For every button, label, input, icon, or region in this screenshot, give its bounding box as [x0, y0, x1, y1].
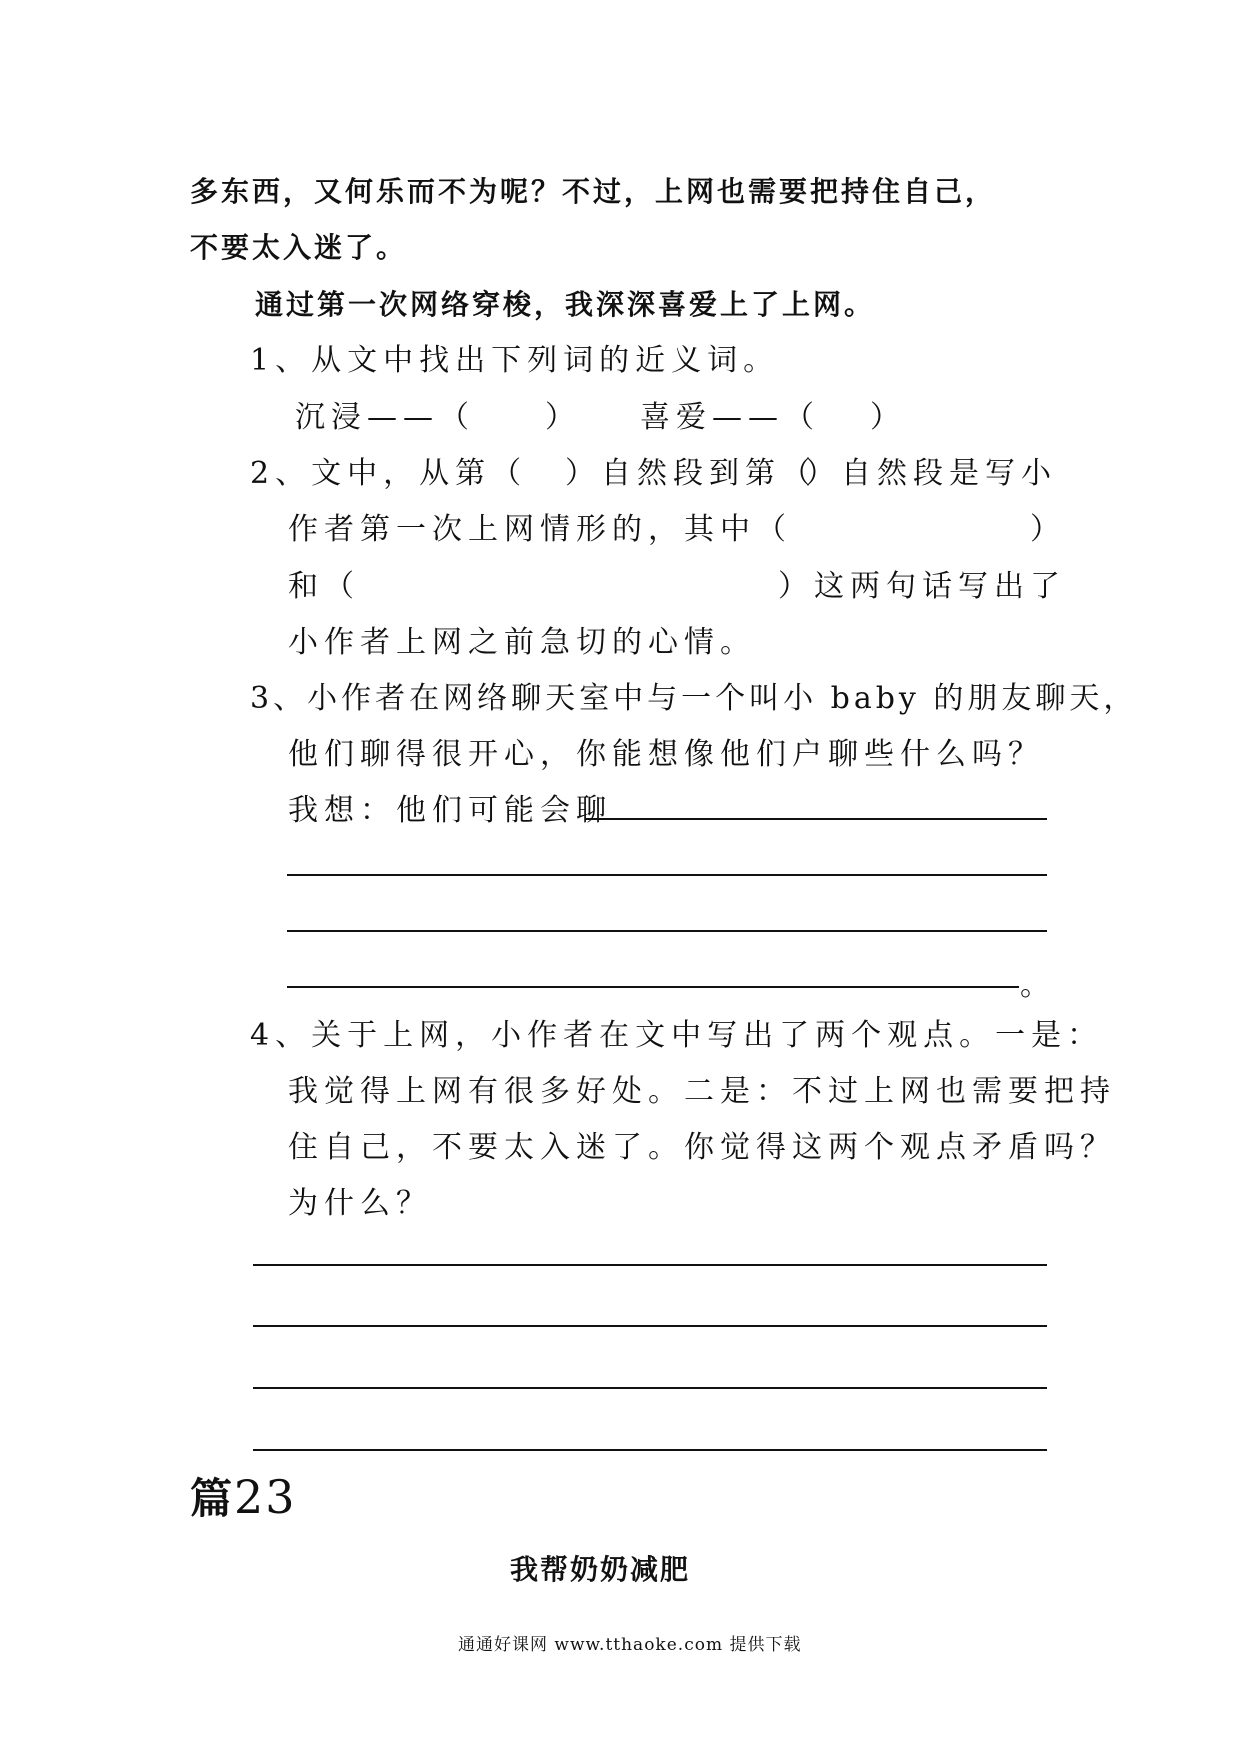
question-2-line: 小作者上网之前急切的心情。 [288, 625, 756, 660]
synonym-word-1: 沉浸——（ [295, 400, 475, 435]
question-4-line: 4、关于上网，小作者在文中写出了两个观点。一是： [250, 1018, 1104, 1053]
question-2-line: 作者第一次上网情形的，其中（ [288, 512, 792, 547]
answer-line[interactable] [253, 1449, 1047, 1451]
synonym-paren-close: ） [870, 400, 906, 435]
answer-line[interactable] [253, 1325, 1047, 1327]
question-2-line: ）自然段到第（ [565, 456, 817, 491]
question-3-line: 他们聊得很开心，你能想像他们户聊些什么吗？ [288, 737, 1044, 772]
question-1-prompt: 1、从文中找出下列词的近义词。 [250, 343, 780, 378]
question-2-line: 和（ [288, 569, 360, 604]
answer-line[interactable] [585, 818, 1047, 820]
passage-line: 通过第一次网络穿梭，我深深喜爱上了上网。 [255, 288, 876, 321]
section-heading [190, 1466, 297, 1526]
passage-line: 不要太入迷了。 [190, 231, 408, 264]
answer-line[interactable] [287, 930, 1047, 932]
synonym-paren-close: ） [545, 400, 581, 435]
end-period: 。 [1020, 968, 1056, 1003]
question-2-line: 2、文中，从第（ [250, 456, 528, 491]
question-3-line: 我想：他们可能会聊 [288, 793, 612, 828]
question-2-line: ）这两句话写出了 [778, 569, 1066, 604]
question-3-line: 3、小作者在网络聊天室中与一个叫小 baby 的朋友聊天， [250, 681, 1138, 716]
section-label: 篇 [190, 1474, 235, 1523]
question-2-paren-close: ） [1030, 512, 1066, 547]
answer-line[interactable] [253, 1264, 1047, 1266]
article-title: 我帮奶奶减肥 [510, 1553, 691, 1586]
answer-line[interactable] [287, 874, 1047, 876]
question-2-line: ）自然段是写小 [805, 456, 1057, 491]
synonym-word-2: 喜爱——（ [640, 400, 820, 435]
answer-line[interactable] [287, 986, 1019, 988]
question-4-line: 为什么？ [288, 1186, 432, 1221]
section-number: 23 [234, 1470, 297, 1524]
passage-line: 多东西，又何乐而不为呢？不过，上网也需要把持住自己， [190, 175, 997, 208]
answer-line[interactable] [253, 1387, 1047, 1389]
footer-text: 通通好课网 www.tthaoke.com 提供下载 [458, 1635, 802, 1655]
question-4-line: 住自己，不要太入迷了。你觉得这两个观点矛盾吗？ [288, 1130, 1116, 1165]
question-4-line: 我觉得上网有很多好处。二是：不过上网也需要把持 [288, 1074, 1116, 1109]
